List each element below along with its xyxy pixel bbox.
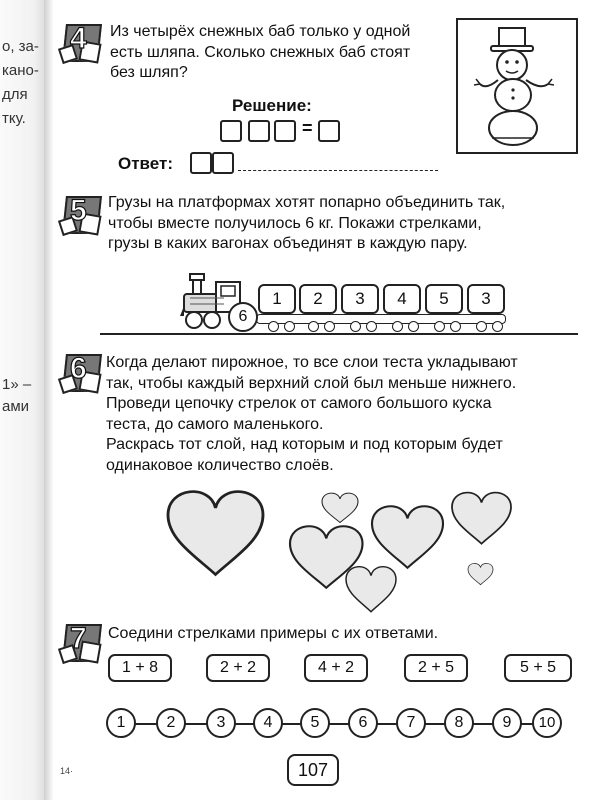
wheel <box>434 321 445 332</box>
locomotive-weight-label: 6 <box>228 302 258 332</box>
wheel <box>476 321 487 332</box>
answer-circle[interactable]: 8 <box>444 708 474 738</box>
left-page-text: 1» – <box>2 376 32 393</box>
wagon[interactable]: 2 <box>299 284 337 314</box>
hearts-picture <box>150 480 530 620</box>
task-text-line: Когда делают пирожное, то все слои теста укладывают <box>106 354 518 371</box>
heart-layer[interactable] <box>468 563 493 584</box>
solution-label: Решение: <box>232 96 312 115</box>
wheel <box>492 321 503 332</box>
left-page-text: о, за- <box>2 38 39 55</box>
answer-circle[interactable]: 9 <box>492 708 522 738</box>
task-number-badge <box>64 192 108 236</box>
task-text-line: без шляп? <box>110 64 188 81</box>
task-number: 6 <box>70 352 87 385</box>
wagon[interactable]: 4 <box>383 284 421 314</box>
task-4-text <box>110 22 410 84</box>
example-box[interactable]: 5 + 5 <box>504 654 572 682</box>
snowman-picture-frame <box>456 18 578 154</box>
left-page-text: для <box>2 86 28 103</box>
task-text-line: теста, до самого маленького. <box>106 415 324 433</box>
wagon[interactable]: 3 <box>467 284 505 314</box>
task-5-text <box>108 193 505 255</box>
task-number-badge <box>64 20 108 64</box>
example-box[interactable]: 2 + 5 <box>404 654 468 682</box>
example-box[interactable]: 1 + 8 <box>108 654 172 682</box>
task-text-line: так, чтобы каждый верхний слой был меньше нижнего. <box>106 374 517 392</box>
answer-circle[interactable]: 10 <box>532 708 562 738</box>
task-text-line: чтобы вместе получилось 6 кг. Покажи стрелками, <box>108 214 482 232</box>
task-text-line: грузы в каких вагонах объединят в каждую пару. <box>108 235 468 252</box>
task-text-line: Проведи цепочку стрелок от самого большого куска <box>106 395 492 412</box>
task-text-line: Грузы на платформах хотят попарно объединить так, <box>108 194 506 211</box>
answer-circle[interactable]: 2 <box>156 708 186 738</box>
wheel <box>324 321 335 332</box>
answer-cell[interactable] <box>190 152 212 174</box>
answer-circle[interactable]: 3 <box>206 708 236 738</box>
left-page-text: ами <box>2 398 30 415</box>
task-number: 7 <box>70 622 87 655</box>
heart-layer[interactable] <box>346 567 396 612</box>
wheel <box>450 321 461 332</box>
wheel <box>350 321 361 332</box>
heart-layer[interactable] <box>168 492 263 575</box>
answer-cell[interactable] <box>248 120 270 142</box>
wheel <box>408 321 419 332</box>
answer-cell[interactable] <box>318 120 340 142</box>
task-number: 4 <box>70 22 87 55</box>
heart-layer[interactable] <box>372 506 443 568</box>
number-chain-line <box>130 723 550 725</box>
heart-layer[interactable] <box>452 493 511 544</box>
left-page-text: тку. <box>2 110 26 127</box>
equals-sign: = <box>302 118 313 138</box>
answer-line[interactable] <box>238 170 438 171</box>
task-6-text <box>106 353 518 476</box>
task-number-badge <box>64 350 108 394</box>
answer-cell[interactable] <box>220 120 242 142</box>
snowman-image <box>458 20 576 152</box>
left-page-text: кано- <box>2 62 39 79</box>
task-7-text: Соедини стрелками примеры с их ответами. <box>108 625 439 642</box>
task-text-line: одинаковое количество слоёв. <box>106 456 334 474</box>
answer-circle[interactable]: 7 <box>396 708 426 738</box>
example-box[interactable]: 2 + 2 <box>206 654 270 682</box>
printer-mark: 14· <box>60 766 74 776</box>
task-number-badge <box>64 620 108 664</box>
wheel <box>366 321 377 332</box>
task-number: 5 <box>70 194 87 227</box>
answer-circle[interactable]: 4 <box>253 708 283 738</box>
answer-circle[interactable]: 1 <box>106 708 136 738</box>
wagon[interactable]: 1 <box>258 284 296 314</box>
wagon[interactable]: 5 <box>425 284 463 314</box>
wheel <box>268 321 279 332</box>
answer-label: Ответ: <box>118 154 173 173</box>
wheel <box>308 321 319 332</box>
task-text-line: есть шляпа. Сколько снежных баб стоят <box>110 43 411 61</box>
wheel <box>392 321 403 332</box>
heart-layer[interactable] <box>322 493 358 522</box>
example-box[interactable]: 4 + 2 <box>304 654 368 682</box>
answer-cell[interactable] <box>212 152 234 174</box>
rail-line <box>100 333 578 335</box>
answer-cell[interactable] <box>274 120 296 142</box>
task-text-line: Из четырёх снежных баб только у одной <box>110 23 411 40</box>
binding-shadow <box>44 0 54 800</box>
answer-circle[interactable]: 6 <box>348 708 378 738</box>
page-number: 107 <box>287 754 339 786</box>
task-text-line: Раскрась тот слой, над которым и под которым будет <box>106 436 503 453</box>
wagon[interactable]: 3 <box>341 284 379 314</box>
answer-circle[interactable]: 5 <box>300 708 330 738</box>
wheel <box>284 321 295 332</box>
